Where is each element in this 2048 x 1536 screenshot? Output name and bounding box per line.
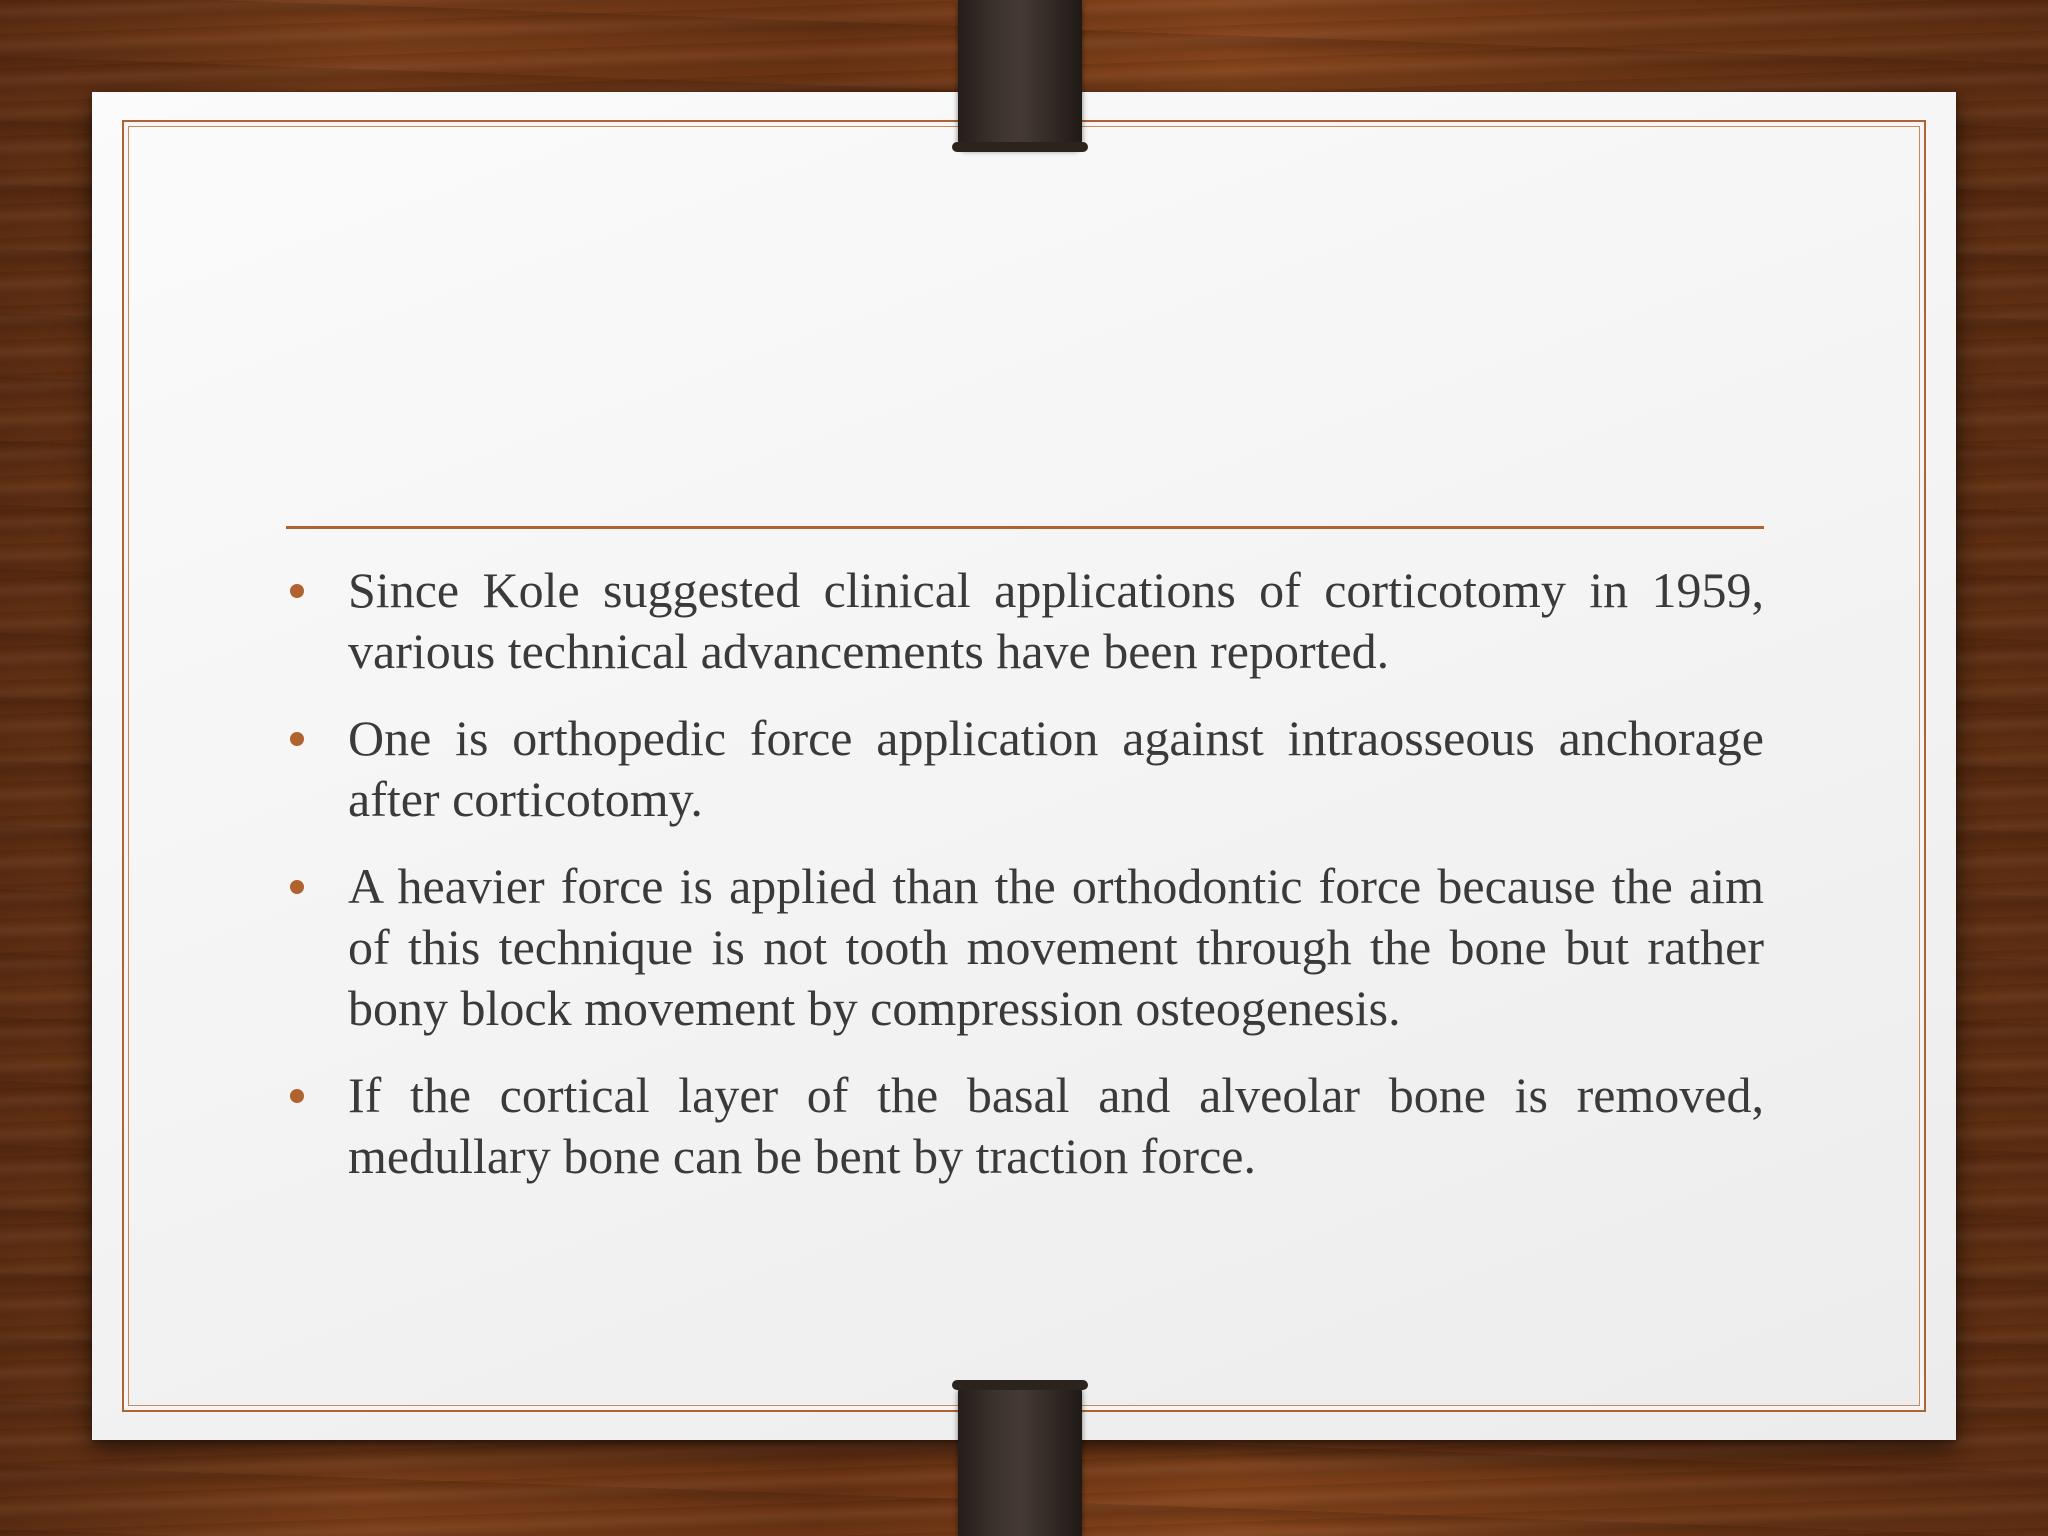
bullet-item — [286, 856, 1764, 1039]
top-strap-lip — [952, 142, 1088, 152]
bullet-text: Since Kole suggested clinical applications of corticotomy in 1959, various technical advancements have been reported. — [348, 562, 1764, 679]
bottom-strap-lip — [952, 1380, 1088, 1390]
dot-bullet-icon — [290, 1089, 304, 1103]
bullet-item — [286, 708, 1764, 830]
dot-bullet-icon — [290, 880, 304, 894]
dot-bullet-icon — [290, 732, 304, 746]
top-binder-strap — [958, 0, 1082, 148]
bullet-text: One is orthopedic force application against intraosseous anchorage after corticotomy. — [348, 710, 1764, 827]
dot-bullet-icon — [290, 584, 304, 598]
title-divider — [286, 526, 1764, 529]
bullet-text: If the cortical layer of the basal and alveolar bone is removed, medullary bone can be bent by traction force. — [348, 1067, 1764, 1184]
bullet-item — [286, 560, 1764, 682]
bullet-text: A heavier force is applied than the orthodontic force because the aim of this technique is not tooth movement through the bone but rather bony block movement by compression osteogenesis. — [348, 858, 1764, 1036]
bottom-binder-strap — [958, 1384, 1082, 1536]
bullet-list — [286, 560, 1764, 1213]
bullet-item — [286, 1065, 1764, 1187]
